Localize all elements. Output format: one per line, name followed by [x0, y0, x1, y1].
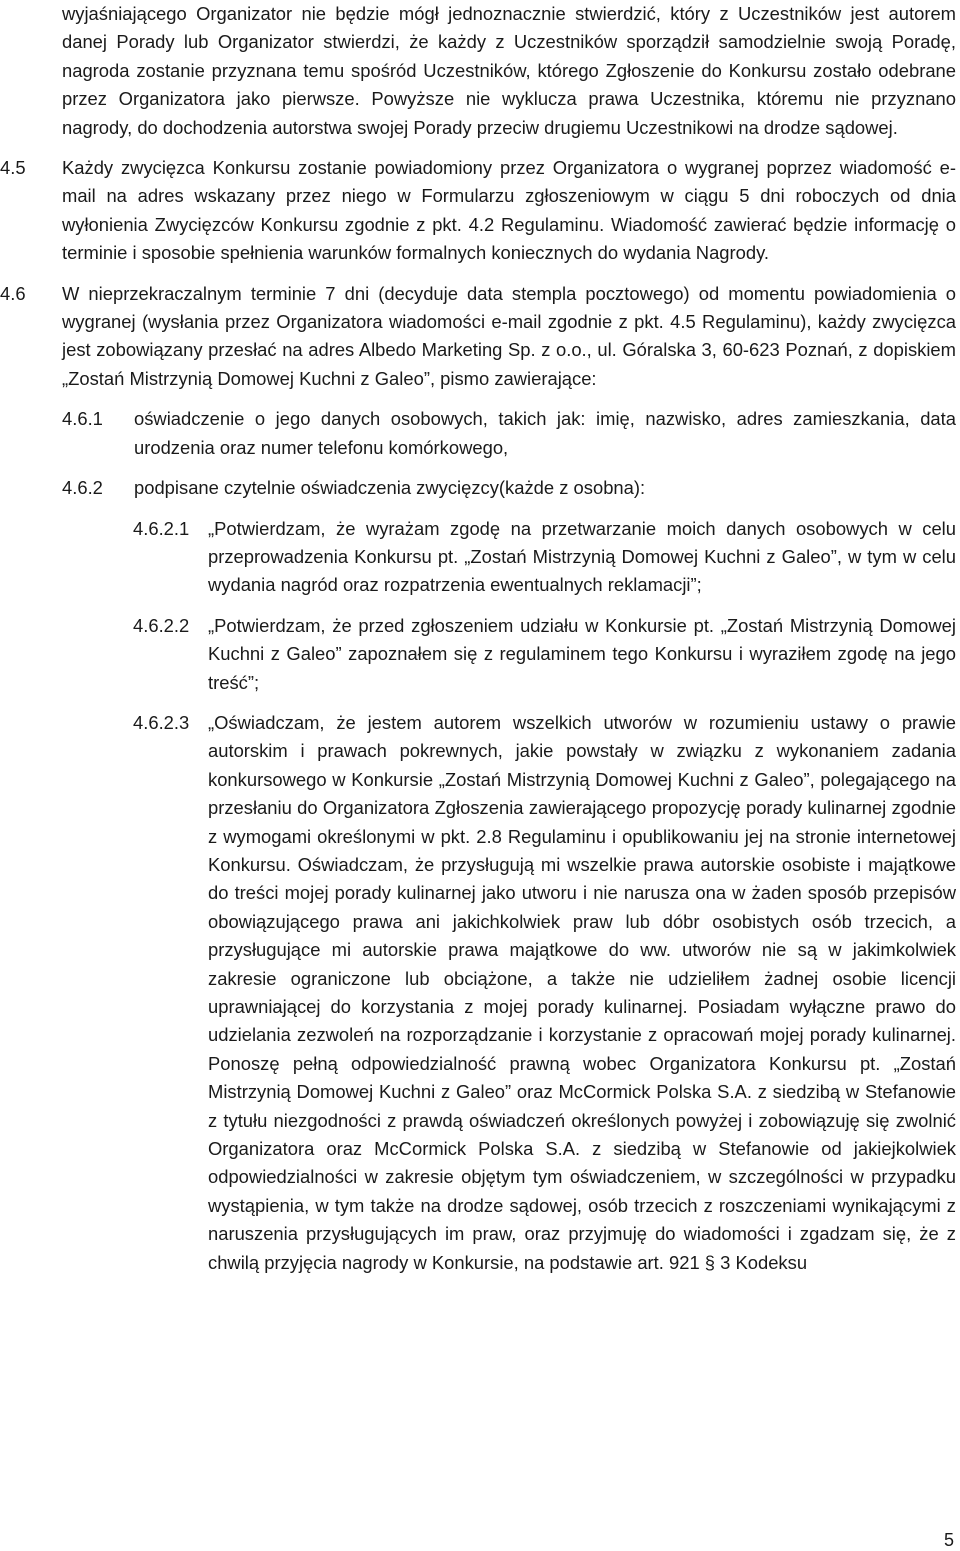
section-4-6	[0, 280, 956, 394]
subsection-number: 4.6.2.2	[133, 614, 190, 636]
subsection-text: „Potwierdzam, że przed zgłoszeniem udziału w Konkursie pt. „Zostań Mistrzynią Domowej Kuchni z Galeo” zapoznałem się z regulaminem tego Konkursu i wyraziłem zgodę na jego treść”;	[208, 614, 956, 693]
subsection-4-6-1	[62, 405, 956, 462]
section-text: Każdy zwycięzca Konkursu zostanie powiadomiony przez Organizatora o wygranej poprzez wiadomość e-mail na adres wskazany przez niego w Formularzu zgłoszeniowym w ciągu 5 dni roboczych od dnia wyłonienia Zwycięzców Konkursu zgodnie z pkt. 4.2 Regulaminu. Wiadomość zawierać będzie informację o terminie i sposobie spełnienia warunków formalnych koniecznych do wydania Nagrody.	[62, 157, 956, 264]
section-4-5	[0, 154, 956, 268]
subsection-text: podpisane czytelnie oświadczenia zwycięzcy(każde z osobna):	[134, 477, 646, 499]
section-number: 4.6	[0, 282, 26, 304]
subsection-4-6-2-1	[133, 515, 956, 600]
subsection-text: oświadczenie o jego danych osobowych, takich jak: imię, nazwisko, adres zamieszkania, data urodzenia oraz numer telefonu komórkowego,	[134, 408, 956, 458]
subsection-text: „Potwierdzam, że wyrażam zgodę na przetwarzanie moich danych osobowych w celu przeprowadzenia Konkursu pt. „Zostań Mistrzynią Domowej Kuchni z Galeo”, w tym w celu wydania nagród oraz rozpatrzenia ewentualnych reklamacji”;	[208, 517, 956, 596]
section-text: W nieprzekraczalnym terminie 7 dni (decyduje data stempla pocztowego) od momentu powiadomienia o wygranej (wysłania przez Organizatora wiadomości e-mail zgodnie z pkt. 4.5 Regulaminu), każdy zwycięzca jest zobowiązany przesłać na adres Albedo Marketing Sp. z o.o., ul. Góralska 3, 60-623 Poznań, z dopiskiem „Zostań Mistrzynią Domowej Kuchni z Galeo”, pismo zawierające:	[62, 282, 956, 389]
intro-paragraph: wyjaśniającego Organizator nie będzie mógł jednoznacznie stwierdzić, który z Uczestników jest autorem danej Porady lub Organizator stwierdzi, że każdy z Uczestników sporządził samodzielnie swoją Poradę, nagroda zostanie przyznana temu spośród Uczestników, którego Zgłoszenie do Konkursu zostało odebrane przez Organizatora jako pierwsze. Powyższe nie wyklucza prawa Uczestnika, któremu nie przyznano nagrody, do dochodzenia autorstwa swojej Porady przeciw drugiemu Uczestnikowi na drodze sądowej.	[62, 3, 956, 138]
section-number: 4.5	[0, 157, 26, 179]
subsection-number: 4.6.2	[62, 477, 103, 499]
subsection-number: 4.6.1	[62, 408, 103, 430]
subsection-number: 4.6.2.1	[133, 517, 190, 539]
subsection-text: „Oświadczam, że jestem autorem wszelkich utworów w rozumieniu ustawy o prawie autorskim i prawach pokrewnych, jakie powstały w związku z wykonaniem zadania konkursowego w Konkursie „Zostań Mistrzynią Domowej Kuchni z Galeo”, polegającego na przesłaniu do Organizatora Zgłoszenia zawierającego propozycję porady kulinarnej zgodnie z wymogami określonymi w pkt. 2.8 Regulaminu i opublikowaniu jej na stronie internetowej Konkursu. Oświadczam, że przysługują mi wszelkie prawa autorskie osobiste i majątkowe do treści mojej porady kulinarnej jako utworu i nie narusza ona w żaden sposób przepisów obowiązującego prawa ani jakichkolwiek praw lub dóbr osobistych osób trzecich, a przysługujące mi autorskie prawa majątkowe do ww. utworów nie są w jakimkolwiek zakresie ograniczone lub obciążone, a także nie udzieliłem żadnej osobie licencji uprawniającej do korzystania z mojej porady kulinarnej. Posiadam wyłączne prawo do udzielania zezwoleń na rozporządzanie i korzystanie z opracowań mojej porady kulinarnej. Ponoszę pełną odpowiedzialność prawną wobec Organizatora Konkursu pt. „Zostań Mistrzynią Domowej Kuchni z Galeo” oraz McCormick Polska S.A. z siedzibą w Stefanowie z tytułu niezgodności z prawdą oświadczeń określonych powyżej i zobowiązuję się zwolnić Organizatora oraz McCormick Polska S.A. z siedzibą w Stefanowie od jakiejkolwiek odpowiedzialności w zakresie objętym tym oświadczeniem, w szczególności w przypadku wystąpienia, w tym także na drodze sądowej, osób trzecich z roszczeniami wynikającymi z naruszenia przysługujących im praw, oraz przyjmuję do wiadomości i zgadzam się, że z chwilą przyjęcia nagrody w Konkursie, na podstawie art. 921 § 3 Kodeksu	[208, 711, 956, 1273]
subsection-4-6-2-3	[133, 709, 956, 1277]
page-number: 5	[943, 1530, 954, 1550]
subsection-number: 4.6.2.3	[133, 711, 190, 733]
subsection-4-6-2	[62, 474, 956, 502]
subsection-4-6-2-2	[133, 612, 956, 697]
